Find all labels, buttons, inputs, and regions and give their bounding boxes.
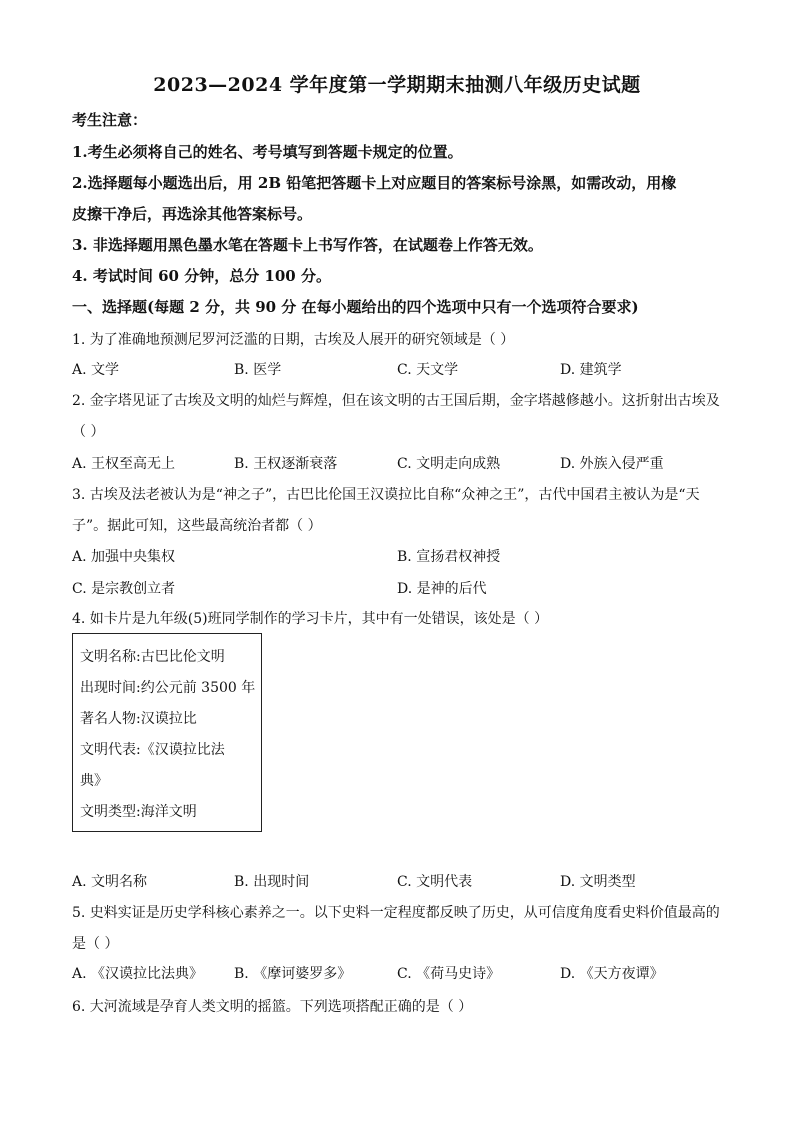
notice-item-4: 4. 考试时间 60 分钟，总分 100 分。 bbox=[72, 267, 331, 285]
card-row-time: 出现时间:约公元前 3500 年 bbox=[80, 680, 256, 696]
question-6: 6. 大河流域是孕育人类文明的摇篮。下列选项搭配正确的是（ ） bbox=[72, 999, 473, 1015]
card-row-representative: 文明代表:《汉谟拉比法 bbox=[80, 742, 225, 758]
q1-option-b: B. 医学 bbox=[234, 362, 282, 378]
notice-item-1: 1.考生必须将自己的姓名、考号填写到答题卡规定的位置。 bbox=[72, 143, 463, 161]
q4-option-d: D. 文明类型 bbox=[560, 874, 636, 890]
q1-option-c: C. 天文学 bbox=[397, 362, 459, 378]
q3-option-c: C. 是宗教创立者 bbox=[72, 581, 176, 597]
card-row-type: 文明类型:海洋文明 bbox=[80, 804, 197, 820]
card-row-name: 文明名称:古巴比伦文明 bbox=[80, 649, 225, 665]
q5-option-c: C. 《荷马史诗》 bbox=[397, 966, 501, 982]
q2-option-c: C. 文明走向成熟 bbox=[397, 456, 501, 472]
notice-item-2: 2.选择题每小题选出后，用 2B 铅笔把答题卡上对应题目的答案标号涂黑，如需改动，用橡 bbox=[72, 174, 677, 192]
question-2: 2. 金字塔见证了古埃及文明的灿烂与辉煌，但在该文明的古王国后期，金字塔越修越小。这折射出古埃及 bbox=[72, 393, 720, 409]
notice-item-3: 3. 非选择题用黑色墨水笔在答题卡上书写作答，在试题卷上作答无效。 bbox=[72, 236, 543, 254]
notice-heading: 考生注意： bbox=[72, 111, 148, 129]
section-heading: 一、选择题(每题 2 分，共 90 分 在每小题给出的四个选项中只有一个选项符合要求) bbox=[72, 298, 639, 316]
q1-option-a: A. 文学 bbox=[72, 362, 120, 378]
question-3-cont: 子”。据此可知，这些最高统治者都（ ） bbox=[72, 518, 322, 534]
card-row-representative-cont: 典》 bbox=[80, 773, 108, 789]
q4-option-b: B. 出现时间 bbox=[234, 874, 310, 890]
question-3: 3. 古埃及法老被认为是“神之子”，古巴比伦国王汉谟拉比自称“众神之王”，古代中国君主被认为是“天 bbox=[72, 487, 700, 503]
q3-option-b: B. 宣扬君权神授 bbox=[397, 549, 501, 565]
q5-option-b: B. 《摩诃婆罗多》 bbox=[234, 966, 352, 982]
question-2-cont: （ ） bbox=[72, 424, 105, 440]
notice-item-2-cont: 皮擦干净后，再选涂其他答案标号。 bbox=[72, 205, 313, 223]
q5-option-d: D. 《天方夜谭》 bbox=[560, 966, 664, 982]
question-5: 5. 史料实证是历史学科核心素养之一。以下史料一定程度都反映了历史，从可信度角度看史料价值最高的 bbox=[72, 905, 720, 921]
q5-option-a: A. 《汉谟拉比法典》 bbox=[72, 966, 204, 982]
q2-option-b: B. 王权逐渐衰落 bbox=[234, 456, 338, 472]
q3-option-d: D. 是神的后代 bbox=[397, 581, 487, 597]
q1-option-d: D. 建筑学 bbox=[560, 362, 622, 378]
question-1: 1. 为了准确地预测尼罗河泛滥的日期，古埃及人展开的研究领域是（ ） bbox=[72, 332, 515, 348]
q2-option-a: A. 王权至高无上 bbox=[72, 456, 176, 472]
exam-title: 2023—2024 学年度第一学期期末抽测八年级历史试题 bbox=[153, 74, 641, 96]
q2-option-d: D. 外族入侵严重 bbox=[560, 456, 664, 472]
q3-option-a: A. 加强中央集权 bbox=[72, 549, 176, 565]
question-4: 4. 如卡片是九年级(5)班同学制作的学习卡片，其中有一处错误，该处是（ ） bbox=[72, 611, 549, 627]
q4-option-a: A. 文明名称 bbox=[72, 874, 148, 890]
card-row-figure: 著名人物:汉谟拉比 bbox=[80, 711, 197, 727]
q4-option-c: C. 文明代表 bbox=[397, 874, 473, 890]
question-5-cont: 是（ ） bbox=[72, 936, 119, 952]
study-card bbox=[72, 633, 262, 832]
